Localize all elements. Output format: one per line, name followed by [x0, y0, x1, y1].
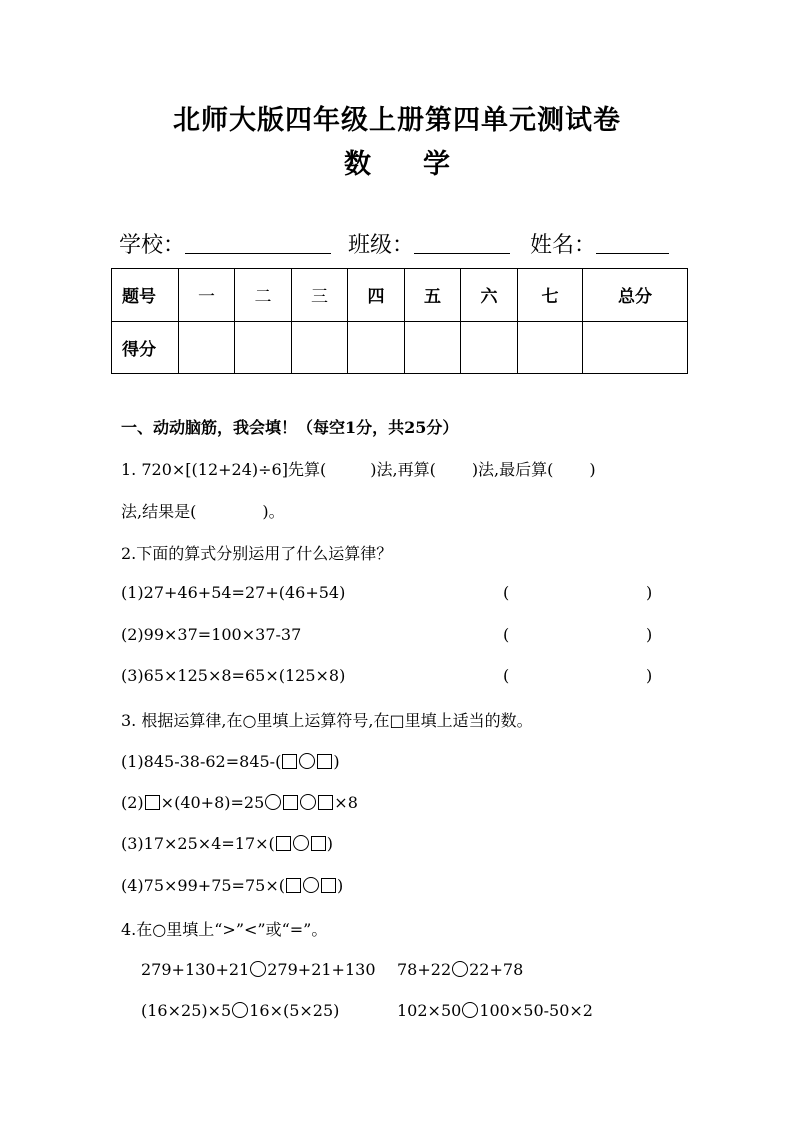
question-2-item: (1)27+46+54=27+(46+54)	[121, 583, 346, 602]
question-4-item-d: 102×50 100×50-50×2	[397, 1001, 593, 1020]
subject-char-1: 数	[344, 149, 371, 180]
answer-box[interactable]	[317, 754, 332, 769]
answer-box[interactable]	[282, 754, 297, 769]
name-field	[530, 228, 669, 259]
section-heading: 一、动动脑筋，我会填！（每空1分，共25分）	[121, 418, 459, 437]
answer-open-paren: (	[503, 666, 510, 685]
name-blank[interactable]	[596, 233, 669, 254]
score-cell[interactable]	[179, 321, 235, 374]
question-2-item: (3)65×125×8=65×(125×8)	[121, 666, 346, 685]
answer-box[interactable]	[318, 795, 333, 810]
question-1-line-2: 法,结果是( )。	[121, 502, 285, 521]
table-header-cell: 总分	[583, 269, 688, 322]
class-field	[348, 228, 510, 259]
table-header-cell: 六	[461, 269, 518, 322]
subject-char-2: 学	[423, 149, 450, 180]
answer-circle[interactable]	[293, 835, 309, 851]
question-3-prompt: 3. 根据运算律,在○里填上运算符号,在□里填上适当的数。	[121, 711, 533, 730]
subject-title	[0, 142, 794, 181]
question-4-item-c: (16×25)×5 16×(5×25)	[141, 1001, 340, 1020]
score-cell[interactable]	[583, 321, 688, 374]
score-label: 得分	[112, 321, 179, 374]
name-label: 姓名：	[530, 233, 597, 258]
question-3-item-1: (1)845-38-62=845-( )	[121, 752, 340, 771]
class-blank[interactable]	[414, 233, 510, 254]
question-3-item-4: (4)75×99+75=75×( )	[121, 876, 344, 895]
table-header-cell: 三	[292, 269, 348, 322]
score-table	[111, 268, 688, 374]
question-2-item: (2)99×37=100×37-37	[121, 625, 302, 644]
score-cell[interactable]	[405, 321, 461, 374]
answer-circle[interactable]	[452, 961, 468, 977]
answer-open-paren: (	[503, 625, 510, 644]
answer-open-paren: (	[503, 583, 510, 602]
school-field	[119, 228, 331, 259]
answer-box[interactable]	[283, 795, 298, 810]
table-header-cell: 二	[235, 269, 292, 322]
table-header-cell: 题号	[112, 269, 179, 322]
answer-box[interactable]	[276, 836, 291, 851]
answer-circle[interactable]	[462, 1002, 478, 1018]
table-header-cell: 一	[179, 269, 235, 322]
score-cell[interactable]	[348, 321, 405, 374]
class-label: 班级：	[348, 233, 415, 258]
question-3-item-3: (3)17×25×4=17×( )	[121, 834, 334, 853]
question-4-prompt: 4.在○里填上“>”<”或“=”。	[121, 920, 328, 939]
question-2-prompt: 2.下面的算式分别运用了什么运算律？	[121, 544, 393, 563]
question-4-item-a: 279+130+21 279+21+130	[141, 960, 376, 979]
answer-close-paren: )	[646, 666, 653, 685]
page-title: 北师大版四年级上册第四单元测试卷	[173, 105, 621, 136]
question-1-line-1: 1. 720×[(12+24)÷6]先算( )法,再算( )法,最后算( )	[121, 460, 596, 479]
answer-circle[interactable]	[265, 794, 281, 810]
table-header-cell: 五	[405, 269, 461, 322]
table-header-cell: 七	[518, 269, 583, 322]
answer-circle[interactable]	[303, 877, 319, 893]
school-blank[interactable]	[185, 233, 331, 254]
table-header-row	[112, 269, 688, 322]
table-score-row	[112, 321, 688, 374]
answer-box[interactable]	[145, 795, 160, 810]
answer-circle[interactable]	[299, 753, 315, 769]
score-cell[interactable]	[292, 321, 348, 374]
score-cell[interactable]	[518, 321, 583, 374]
score-cell[interactable]	[461, 321, 518, 374]
answer-box[interactable]	[286, 878, 301, 893]
question-4-item-b: 78+22 22+78	[397, 960, 524, 979]
answer-circle[interactable]	[250, 961, 266, 977]
answer-circle[interactable]	[232, 1002, 248, 1018]
answer-circle[interactable]	[300, 794, 316, 810]
answer-close-paren: )	[646, 625, 653, 644]
answer-box[interactable]	[321, 878, 336, 893]
school-label: 学校：	[119, 233, 186, 258]
answer-box[interactable]	[311, 836, 326, 851]
question-3-item-2: (2) ×(40+8)=25 ×8	[121, 793, 358, 812]
score-cell[interactable]	[235, 321, 292, 374]
answer-close-paren: )	[646, 583, 653, 602]
table-header-cell: 四	[348, 269, 405, 322]
